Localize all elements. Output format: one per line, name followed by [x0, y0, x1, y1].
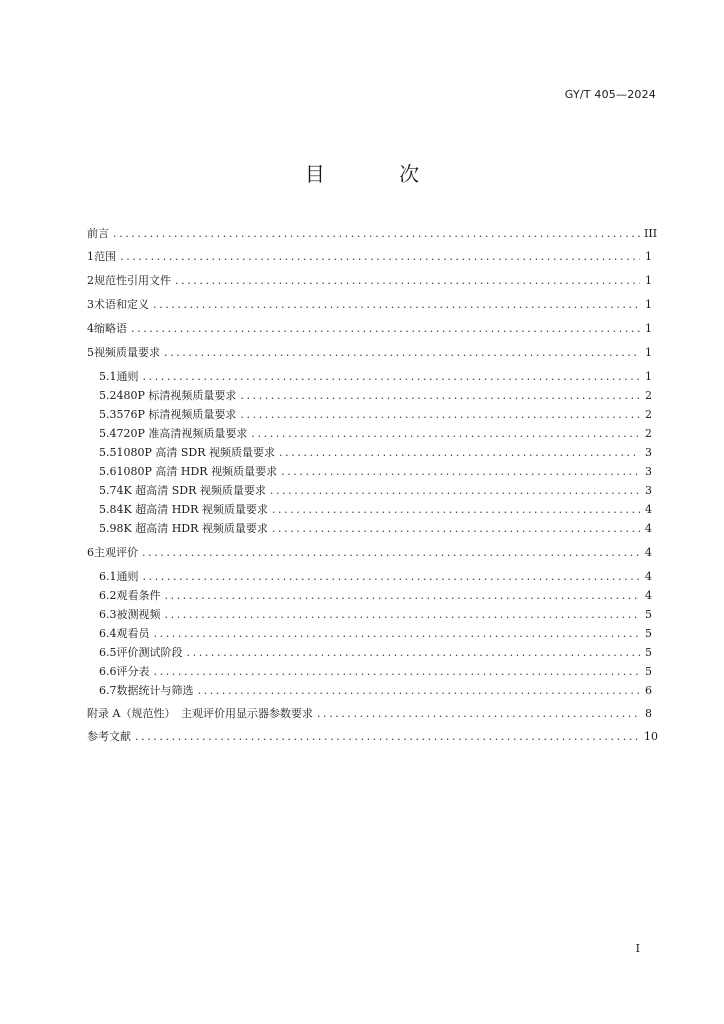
toc-entry[interactable]	[87, 273, 652, 289]
toc-entry[interactable]	[99, 664, 652, 680]
dot-leader	[251, 426, 640, 442]
toc-entry-title: 1080P 高清 HDR 视频质量要求	[116, 465, 278, 478]
toc-entry-page: 2	[645, 408, 652, 421]
toc-entry[interactable]	[87, 226, 658, 242]
toc-entry-number: 5.1	[99, 370, 117, 383]
toc-entry-number: 5.6	[99, 465, 117, 478]
dot-leader	[198, 683, 641, 699]
toc-entry[interactable]	[87, 545, 652, 561]
dot-leader	[153, 297, 640, 313]
dot-leader	[154, 664, 641, 680]
toc-entry[interactable]	[87, 321, 652, 337]
toc-entry-number: 5.2	[99, 389, 117, 402]
toc-entry-page: 1	[645, 274, 652, 287]
toc-entry[interactable]	[99, 445, 652, 461]
toc-entry-title: 观看条件	[116, 589, 161, 602]
dot-leader	[120, 249, 640, 265]
toc-entry-number: 6.5	[99, 646, 117, 659]
dot-leader	[317, 706, 640, 722]
toc-entry-number: 6	[87, 546, 94, 559]
toc-entry-page: 10	[644, 730, 658, 743]
toc-entry-number: 5.8	[99, 503, 117, 516]
toc-entry-number: 4	[87, 322, 94, 335]
toc-entry-number: 2	[87, 274, 94, 287]
toc-entry-title: 术语和定义	[94, 298, 149, 311]
toc-entry-title: 4K 超高清 SDR 视频质量要求	[116, 484, 266, 497]
toc-entry[interactable]	[99, 426, 652, 442]
toc-entry-number: 5.4	[99, 427, 117, 440]
toc-entry-number: 5.5	[99, 446, 117, 459]
toc-entry[interactable]	[99, 607, 652, 623]
toc-entry-number: 5.9	[99, 522, 117, 535]
toc-entry[interactable]	[99, 588, 652, 604]
toc-entry-title: 评价测试阶段	[116, 646, 183, 659]
toc-entry[interactable]	[99, 483, 652, 499]
toc-entry-number: 5.3	[99, 408, 117, 421]
toc-entry-title: 附录 A（规范性） 主观评价用显示器参数要求	[87, 707, 313, 720]
toc-entry-number: 1	[87, 250, 94, 263]
toc-entry[interactable]	[87, 345, 652, 361]
toc-entry-page: 3	[645, 484, 652, 497]
toc-entry-number: 6.7	[99, 684, 117, 697]
toc-entry-title: 1080P 高清 SDR 视频质量要求	[116, 446, 276, 459]
toc-entry-title: 通则	[116, 570, 139, 583]
toc-entry-page: 5	[645, 608, 652, 621]
toc-entry-number: 6.6	[99, 665, 117, 678]
toc-entry-title: 576P 标清视频质量要求	[116, 408, 237, 421]
toc-entry-title: 前言	[87, 227, 109, 240]
toc-entry-page: 4	[645, 503, 652, 516]
dot-leader	[281, 464, 640, 480]
dot-leader	[131, 321, 640, 337]
toc-entry-number: 6.2	[99, 589, 117, 602]
dot-leader	[143, 369, 641, 385]
toc-entry-number: 3	[87, 298, 94, 311]
toc-entry-title: 观看员	[116, 627, 150, 640]
toc-entry[interactable]	[99, 683, 652, 699]
toc-entry-number: 6.4	[99, 627, 117, 640]
toc-entry[interactable]	[99, 407, 652, 423]
dot-leader	[272, 521, 640, 537]
dot-leader	[135, 729, 640, 745]
dot-leader	[143, 569, 641, 585]
toc-entry[interactable]	[87, 706, 652, 722]
toc-entry-title: 视频质量要求	[94, 346, 160, 359]
toc-entry-title: 范围	[94, 250, 117, 263]
toc-entry-page: 4	[645, 589, 652, 602]
toc-entry-number: 5	[87, 346, 94, 359]
toc-entry-title: 数据统计与筛选	[116, 684, 194, 697]
toc-entry-title: 规范性引用文件	[94, 274, 171, 287]
toc-entry-title: 720P 准高清视频质量要求	[116, 427, 248, 440]
dot-leader	[113, 226, 640, 242]
dot-leader	[240, 407, 640, 423]
dot-leader	[142, 545, 640, 561]
dot-leader	[175, 273, 640, 289]
toc-entry-page: 4	[645, 570, 652, 583]
dot-leader	[164, 345, 640, 361]
toc-entry-title: 主观评价	[94, 546, 138, 559]
toc-entry-page: 1	[645, 298, 652, 311]
toc-entry-page: 6	[645, 684, 652, 697]
toc-entry-title: 被测视频	[116, 608, 161, 621]
page-number: I	[635, 942, 640, 955]
toc-entry-title: 缩略语	[94, 322, 127, 335]
toc-entry-title: 8K 超高清 HDR 视频质量要求	[116, 522, 268, 535]
toc-entry[interactable]	[99, 464, 652, 480]
dot-leader	[154, 626, 641, 642]
page-title: 目 次	[304, 162, 454, 186]
standard-code: GY/T 405—2024	[564, 88, 656, 101]
toc-entry-page: 3	[645, 446, 652, 459]
toc-entry[interactable]	[99, 502, 652, 518]
toc-entry-title: 评分表	[116, 665, 150, 678]
toc-entry[interactable]	[87, 729, 658, 745]
dot-leader	[270, 483, 640, 499]
toc-entry-page: 4	[645, 546, 652, 559]
toc-entry-page: 1	[645, 346, 652, 359]
dot-leader	[187, 645, 641, 661]
toc-entry-page: 1	[645, 250, 652, 263]
toc-entry-title: 通则	[116, 370, 139, 383]
toc-entry-title: 480P 标清视频质量要求	[116, 389, 237, 402]
toc-entry-page: 3	[645, 465, 652, 478]
dot-leader	[240, 388, 640, 404]
toc-entry[interactable]	[99, 369, 652, 385]
toc-entry-page: 5	[645, 646, 652, 659]
dot-leader	[279, 445, 640, 461]
toc-entry-title: 4K 超高清 HDR 视频质量要求	[116, 503, 268, 516]
toc-entry-number: 5.7	[99, 484, 117, 497]
dot-leader	[165, 607, 641, 623]
toc-entry-page: 2	[645, 427, 652, 440]
toc-entry[interactable]	[87, 249, 652, 265]
toc-entry-page: III	[644, 227, 658, 240]
toc-entry-page: 4	[645, 522, 652, 535]
toc-entry-number: 6.3	[99, 608, 117, 621]
dot-leader	[165, 588, 641, 604]
toc-entry[interactable]	[99, 569, 652, 585]
toc-entry[interactable]	[99, 626, 652, 642]
toc-entry[interactable]	[99, 521, 652, 537]
dot-leader	[272, 502, 640, 518]
toc-entry-page: 1	[645, 322, 652, 335]
toc-entry-title: 参考文献	[87, 730, 131, 743]
toc-entry[interactable]	[99, 645, 652, 661]
toc-entry-page: 8	[645, 707, 652, 720]
toc-entry-number: 6.1	[99, 570, 117, 583]
toc-entry-page: 1	[645, 370, 652, 383]
toc-entry[interactable]	[99, 388, 652, 404]
toc-entry[interactable]	[87, 297, 652, 313]
toc-entry-page: 2	[645, 389, 652, 402]
toc-entry-page: 5	[645, 627, 652, 640]
toc-entry-page: 5	[645, 665, 652, 678]
